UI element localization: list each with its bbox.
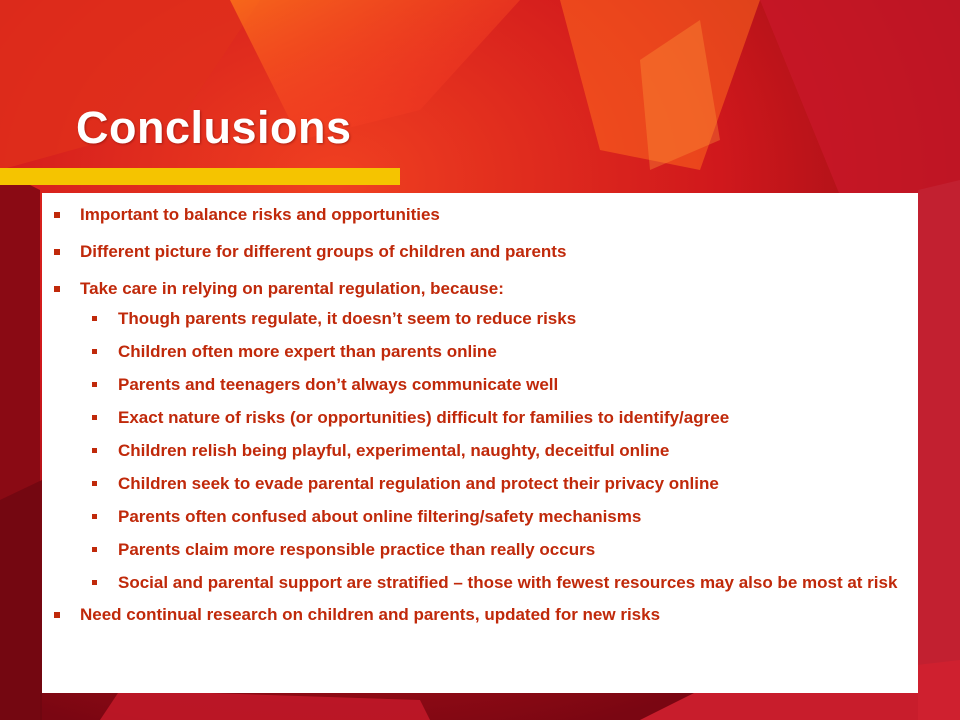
- bullet-text: Take care in relying on parental regulation, because:: [80, 279, 504, 298]
- sub-bullet-list: [80, 308, 918, 594]
- bullet-item: [42, 204, 918, 226]
- bullet-text: Need continual research on children and parents, updated for new risks: [80, 605, 661, 624]
- bullet-text: Important to balance risks and opportunities: [80, 205, 440, 224]
- sub-bullet-text: Parents and teenagers don’t always communicate well: [118, 375, 559, 394]
- sub-bullet-item: [80, 539, 918, 561]
- sub-bullet-text: Parents often confused about online filtering/safety mechanisms: [118, 507, 642, 526]
- title-accent-bar: [0, 168, 400, 185]
- sub-bullet-item: [80, 572, 918, 594]
- sub-bullet-item: [80, 407, 918, 429]
- square-bullet-icon: [92, 415, 97, 420]
- bullet-list: [42, 193, 918, 626]
- sub-bullet-text: Children relish being playful, experimental, naughty, deceitful online: [118, 441, 670, 460]
- square-bullet-icon: [54, 612, 60, 618]
- bullet-item: [42, 604, 918, 626]
- square-bullet-icon: [54, 249, 60, 255]
- square-bullet-icon: [54, 286, 60, 292]
- sub-bullet-text: Children seek to evade parental regulation and protect their privacy online: [118, 474, 719, 493]
- square-bullet-icon: [92, 481, 97, 486]
- bullet-item: [42, 241, 918, 263]
- slide-title: Conclusions: [76, 102, 352, 153]
- sub-bullet-text: Social and parental support are stratified – those with fewest resources may also be most at risk: [118, 573, 898, 592]
- sub-bullet-text: Parents claim more responsible practice than really occurs: [118, 540, 596, 559]
- sub-bullet-text: Though parents regulate, it doesn’t seem to reduce risks: [118, 309, 577, 328]
- square-bullet-icon: [92, 316, 97, 321]
- sub-bullet-item: [80, 308, 918, 330]
- sub-bullet-item: [80, 473, 918, 495]
- square-bullet-icon: [92, 382, 97, 387]
- square-bullet-icon: [92, 580, 97, 585]
- bullet-text: Different picture for different groups of children and parents: [80, 242, 567, 261]
- sub-bullet-item: [80, 341, 918, 363]
- sub-bullet-item: [80, 506, 918, 528]
- square-bullet-icon: [92, 349, 97, 354]
- content-panel: [42, 193, 918, 693]
- square-bullet-icon: [92, 514, 97, 519]
- sub-bullet-item: [80, 374, 918, 396]
- square-bullet-icon: [92, 547, 97, 552]
- sub-bullet-text: Exact nature of risks (or opportunities) difficult for families to identify/agree: [118, 408, 730, 427]
- square-bullet-icon: [54, 212, 60, 218]
- square-bullet-icon: [92, 448, 97, 453]
- sub-bullet-item: [80, 440, 918, 462]
- sub-bullet-text: Children often more expert than parents online: [118, 342, 497, 361]
- bullet-item: [42, 278, 918, 594]
